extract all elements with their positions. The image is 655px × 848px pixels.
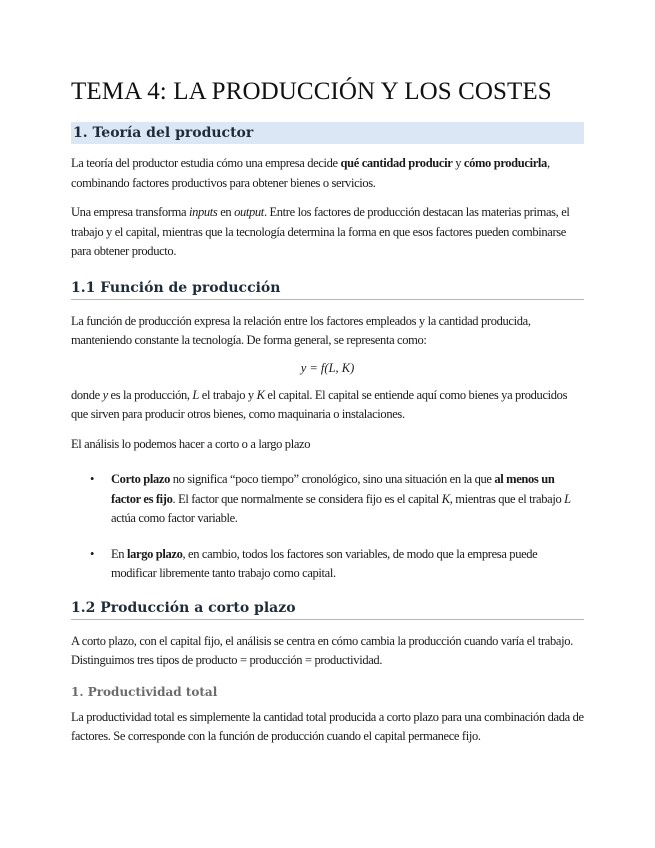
bullet-icon: • <box>90 546 95 561</box>
paragraph-inputs-output: Una empresa transforma inputs en output. Entre los factores de producción destacan las materias primas, el trabajo y el capital, mientras que la tecnología determina la forma en que esos factores pueden combinarse para obtener producto. <box>71 205 570 258</box>
plazo-bullet-list <box>71 470 584 584</box>
paragraph-corto-plazo: A corto plazo, con el capital fijo, el análisis se centra en cómo cambia la producción cuando varía el trabajo. Distinguimos tres tipos de producto = producción = productividad. <box>71 633 573 667</box>
paragraph-corto-largo: El análisis lo podemos hacer a corto o a largo plazo <box>71 436 311 451</box>
paragraph-teoria-intro: La teoría del productor estudia cómo una empresa decide qué cantidad producir y cómo producirla, combinando factores productivos para obtener bienes o servicios. <box>71 156 550 190</box>
paragraph-productividad-total: La productividad total es simplemente la cantidad total producida a corto plazo para una combinación dada de factores. Se corresponde con la función de producción cuando el capital permanece fijo. <box>71 709 584 743</box>
section-heading-teoria-productor: 1. Teoría del productor <box>71 122 584 144</box>
list-item-corto-plazo: • Corto plazo no significa “poco tiempo” cronológico, sino una situación en la que al menos un factor es fijo. El factor que normalmente se considera fijo es el capital K, mientras que el trabajo L actúa como factor variable. <box>90 472 571 525</box>
section-heading-funcion-produccion: 1.1 Función de producción <box>71 280 584 300</box>
paragraph-funcion-definicion: La función de producción expresa la relación entre los factores empleados y la cantidad producida, manteniendo constante la tecnología. De forma general, se representa como: <box>71 313 531 347</box>
bullet-icon: • <box>90 472 95 486</box>
document-title: TEMA 4: LA PRODUCCIÓN Y LOS COSTES <box>71 78 552 105</box>
section-heading-corto-plazo: 1.2 Producción a corto plazo <box>71 600 584 620</box>
production-function-formula: y = f(L, K) <box>300 360 355 375</box>
paragraph-variables: donde y es la producción, L el trabajo y K el capital. El capital se entiende aquí como bienes ya producidos que sirven para producir otros bienes, como maquinaria o instalaciones. <box>71 387 568 421</box>
list-item-largo-plazo: • En largo plazo, en cambio, todos los factores son variables, de modo que la empresa puede modificar libremente tanto trabajo como capital. <box>90 546 538 580</box>
subheading-productividad-total: 1. Productividad total <box>71 684 218 699</box>
